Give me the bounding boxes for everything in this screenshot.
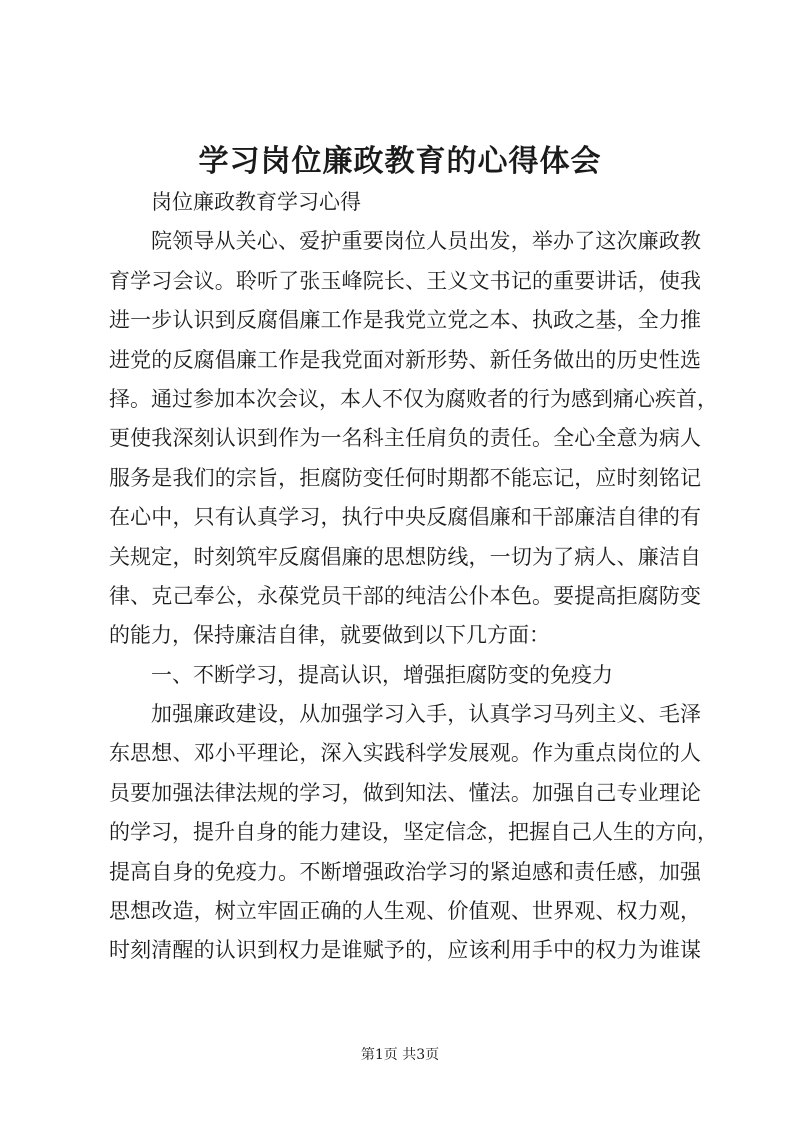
document-title: 学习岗位廉政教育的心得体会 (198, 144, 602, 179)
paragraph-line: 服务是我们的宗旨，拒腐防变任何时期都不能忘记，应时刻铭记 (109, 465, 701, 490)
paragraph-line: 关规定，时刻筑牢反腐倡廉的思想防线，一切为了病人、廉洁自 (109, 544, 701, 569)
section-heading-line: 一、不断学习，提高认识，增强拒腐防变的免疫力 (151, 662, 613, 687)
paragraph-line: 进一步认识到反腐倡廉工作是我党立党之本、执政之基，全力推 (109, 308, 701, 333)
paragraph-line: 时刻清醒的认识到权力是谁赋予的，应该利用手中的权力为谁谋 (109, 938, 701, 963)
paragraph-line: 育学习会议。聆听了张玉峰院长、王义文书记的重要讲话，使我 (109, 268, 701, 293)
paragraph-line: 东思想、邓小平理论，深入实践科学发展观。作为重点岗位的人 (109, 741, 701, 766)
paragraph-line: 择。通过参加本次会议，本人不仅为腐败者的行为感到痛心疾首， (109, 386, 718, 411)
document-body (109, 183, 718, 971)
page-number-footer: 第1页 共3页 (360, 1047, 440, 1063)
subtitle-line: 岗位廉政教育学习心得 (151, 190, 361, 214)
paragraph-line: 提高自身的免疫力。不断增强政治学习的紧迫感和责任感，加强 (109, 859, 701, 884)
paragraph-line: 更使我深刻认识到作为一名科主任肩负的责任。全心全意为病人 (109, 426, 701, 451)
paragraph-line: 的学习，提升自身的能力建设，坚定信念，把握自己人生的方向， (109, 820, 718, 845)
paragraph-line: 在心中，只有认真学习，执行中央反腐倡廉和干部廉洁自律的有 (109, 505, 701, 530)
paragraph-line: 加强廉政建设，从加强学习入手，认真学习马列主义、毛泽 (151, 702, 701, 727)
paragraph-line: 进党的反腐倡廉工作是我党面对新形势、新任务做出的历史性选 (109, 347, 701, 372)
paragraph-line: 员要加强法律法规的学习，做到知法、懂法。加强自己专业理论 (109, 780, 701, 805)
paragraph-line: 思想改造，树立牢固正确的人生观、价值观、世界观、权力观， (109, 899, 701, 924)
paragraph-line: 律、克己奉公，永葆党员干部的纯洁公仆本色。要提高拒腐防变 (109, 583, 701, 608)
paragraph-line: 院领导从关心、爱护重要岗位人员出发，举办了这次廉政教 (151, 229, 701, 254)
paragraph-line: 的能力，保持廉洁自律，就要做到以下几方面： (109, 623, 550, 648)
